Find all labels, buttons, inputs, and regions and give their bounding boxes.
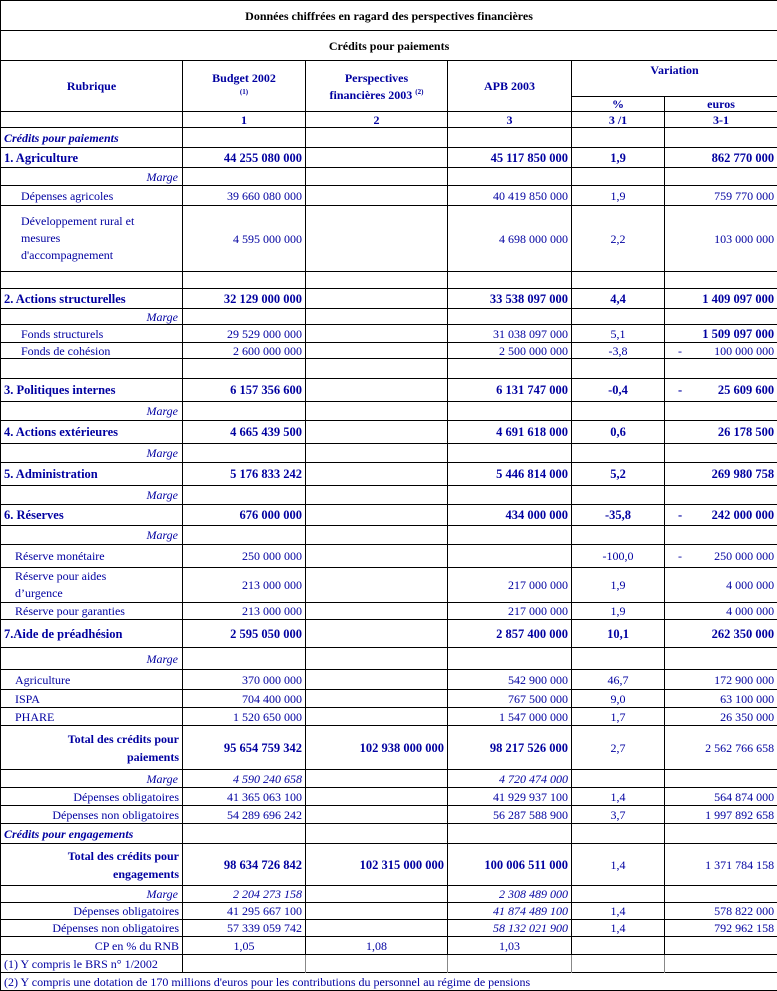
header-budget-label: Budget 2002 [212, 71, 276, 85]
cell-euros: 564 874 000 [665, 788, 777, 806]
cell-euros-value: 100 000 000 [714, 344, 774, 358]
cell-perspectives: 1,08 [306, 937, 448, 955]
cell-budget: 4 595 000 000 [183, 206, 306, 272]
row-label: Agriculture [1, 670, 183, 690]
cell-pct: 5,2 [572, 463, 665, 486]
cell-euros: 1 371 784 158 [665, 844, 777, 886]
section-credits-paiements: Crédits pour paiements [1, 128, 183, 148]
cell-budget: 4 665 439 500 [183, 421, 306, 444]
marge-label: Marge [1, 486, 183, 505]
cell-euros: 792 962 158 [665, 920, 777, 937]
row-label: Réserve pour garanties [1, 603, 183, 620]
cell-apb: 100 006 511 000 [448, 844, 572, 886]
cell-pct: 5,1 [572, 325, 665, 343]
table-row [1, 690, 777, 708]
row-label-line1: Développement rural et [21, 214, 134, 228]
table-row [1, 937, 777, 955]
header-persp-footnote: (2) [415, 88, 423, 96]
row-label: Fonds structurels [1, 325, 183, 343]
row-label: Dépenses non obligatoires [1, 920, 183, 937]
row-label: PHARE [1, 708, 183, 726]
cell-euros [665, 379, 777, 402]
row-label: CP en % du RNB [1, 937, 183, 955]
row-label [1, 726, 183, 770]
minus-sign: - [668, 508, 682, 522]
cell-apb: 33 538 097 000 [448, 289, 572, 309]
cell-apb: 5 446 814 000 [448, 463, 572, 486]
row-label: Fonds de cohésion [1, 343, 183, 359]
row-label-line2: d’urgence [15, 586, 63, 600]
cell-apb: 542 900 000 [448, 670, 572, 690]
cell-apb: 2 857 400 000 [448, 620, 572, 648]
cell-budget: 213 000 000 [183, 568, 306, 603]
cell-euros: 1 409 097 000 [665, 289, 777, 309]
cell-pct: 4,4 [572, 289, 665, 309]
table-row [1, 379, 777, 402]
cell-apb: 4 698 000 000 [448, 206, 572, 272]
cell-apb: 56 287 588 900 [448, 806, 572, 824]
cell-apb: 98 217 526 000 [448, 726, 572, 770]
cell-pct: 10,1 [572, 620, 665, 648]
table-row [1, 463, 777, 486]
cell-euros: 862 770 000 [665, 148, 777, 168]
minus-sign: - [668, 549, 682, 563]
table-row [1, 770, 777, 788]
table-row [1, 903, 777, 920]
page-title: Données chiffrées en ragard des perspectives financières [1, 1, 777, 31]
table-row [1, 708, 777, 726]
cell-pct: 0,6 [572, 421, 665, 444]
marge-label: Marge [1, 770, 183, 788]
table-row [1, 788, 777, 806]
table-row [1, 289, 777, 309]
row-label: 4. Actions extérieures [1, 421, 183, 444]
row-label-line1: Réserve pour aides [15, 569, 106, 583]
cell-euros: 103 000 000 [665, 206, 777, 272]
cell-pct: 46,7 [572, 670, 665, 690]
row-label [1, 844, 183, 886]
cell-apb: 31 038 097 000 [448, 325, 572, 343]
header-perspectives [306, 61, 448, 112]
cell-budget: 213 000 000 [183, 603, 306, 620]
cell-budget: 2 595 050 000 [183, 620, 306, 648]
row-label-line2: paiements [127, 750, 179, 764]
cell-pct: 1,4 [572, 920, 665, 937]
cell-budget: 1 520 650 000 [183, 708, 306, 726]
header-variation: Variation [572, 61, 777, 97]
row-label: 1. Agriculture [1, 148, 183, 168]
row-label: 2. Actions structurelles [1, 289, 183, 309]
header-rubrique: Rubrique [1, 61, 183, 112]
header-col-2: 2 [306, 112, 448, 128]
table-row [1, 670, 777, 690]
table-row [1, 206, 777, 272]
cell-budget: 5 176 833 242 [183, 463, 306, 486]
cell-budget: 676 000 000 [183, 505, 306, 526]
cell-euros-value: 250 000 000 [714, 549, 774, 563]
cell-budget: 98 634 726 842 [183, 844, 306, 886]
cell-euros [665, 343, 777, 359]
cell-euros-value: 25 609 600 [718, 383, 774, 397]
table-row [1, 325, 777, 343]
row-label: Dépenses obligatoires [1, 903, 183, 920]
cell-euros: 26 350 000 [665, 708, 777, 726]
row-label: Dépenses agricoles [1, 186, 183, 206]
row-label-line1: Total des crédits pour [68, 732, 179, 746]
cell-pct: 1,7 [572, 708, 665, 726]
page-subtitle: Crédits pour paiements [1, 31, 777, 61]
marge-label: Marge [1, 886, 183, 903]
cell-apb: 1 547 000 000 [448, 708, 572, 726]
cell-apb: 2 500 000 000 [448, 343, 572, 359]
cell-euros: 1 997 892 658 [665, 806, 777, 824]
cell-budget: 41 365 063 100 [183, 788, 306, 806]
cell-apb: 217 000 000 [448, 603, 572, 620]
cell-budget: 2 204 273 158 [183, 886, 306, 903]
header-persp-line2: financières 2003 [330, 88, 413, 102]
cell-perspectives: 102 938 000 000 [306, 726, 448, 770]
row-label-line1: Total des crédits pour [68, 849, 179, 863]
cell-perspectives: 102 315 000 000 [306, 844, 448, 886]
cell-euros: 63 100 000 [665, 690, 777, 708]
header-col-1: 1 [183, 112, 306, 128]
table-row [1, 148, 777, 168]
cell-budget: 54 289 696 242 [183, 806, 306, 824]
table-row [1, 620, 777, 648]
header-persp-line1: Perspectives [345, 71, 408, 85]
cell-budget: 370 000 000 [183, 670, 306, 690]
cell-euros: 4 000 000 [665, 568, 777, 603]
header-col-3-1-ratio: 3 /1 [572, 112, 665, 128]
footnote-1: (1) Y compris le BRS n° 1/2002 [1, 955, 183, 973]
cell-budget: 95 654 759 342 [183, 726, 306, 770]
header-col-3-minus-1: 3-1 [665, 112, 777, 128]
cell-pct: 1,4 [572, 788, 665, 806]
row-label-line2: engagements [113, 867, 179, 881]
cell-apb: 41 874 489 100 [448, 903, 572, 920]
row-label: Dépenses obligatoires [1, 788, 183, 806]
row-label: Réserve monétaire [1, 545, 183, 568]
table-row [1, 920, 777, 937]
cell-budget: 39 660 080 000 [183, 186, 306, 206]
table-row [1, 545, 777, 568]
cell-euros: 1 509 097 000 [665, 325, 777, 343]
cell-euros: 2 562 766 658 [665, 726, 777, 770]
table-row [1, 186, 777, 206]
cell-euros: 759 770 000 [665, 186, 777, 206]
cell-apb: 58 132 021 900 [448, 920, 572, 937]
cell-apb: 4 691 618 000 [448, 421, 572, 444]
cell-pct: 1,9 [572, 186, 665, 206]
cell-apb: 4 720 474 000 [448, 770, 572, 788]
cell-euros: 4 000 000 [665, 603, 777, 620]
cell-pct: -100,0 [572, 545, 665, 568]
cell-apb: 434 000 000 [448, 505, 572, 526]
row-label: ISPA [1, 690, 183, 708]
row-label: 6. Réserves [1, 505, 183, 526]
table-row-total [1, 844, 777, 886]
table-row [1, 505, 777, 526]
row-label [1, 568, 183, 603]
row-label: Dépenses non obligatoires [1, 806, 183, 824]
footnote-2: (2) Y compris une dotation de 170 millions d'euros pour les contributions du personnel au régime de pensions [1, 973, 777, 991]
header-budget-footnote: (1) [240, 88, 248, 96]
cell-budget: 4 590 240 658 [183, 770, 306, 788]
cell-apb: 1,03 [448, 937, 572, 955]
marge-label: Marge [1, 526, 183, 545]
row-label: 5. Administration [1, 463, 183, 486]
cell-pct: 1,9 [572, 568, 665, 603]
table-row [1, 603, 777, 620]
row-label [1, 206, 183, 272]
cell-euros [665, 545, 777, 568]
table-row [1, 806, 777, 824]
cell-budget: 44 255 080 000 [183, 148, 306, 168]
table-row [1, 568, 777, 603]
table-row-total [1, 726, 777, 770]
cell-apb: 6 131 747 000 [448, 379, 572, 402]
cell-budget: 6 157 356 600 [183, 379, 306, 402]
cell-pct: 9,0 [572, 690, 665, 708]
cell-pct: 1,9 [572, 148, 665, 168]
cell-apb: 217 000 000 [448, 568, 572, 603]
section-credits-engagements: Crédits pour engagements [1, 824, 183, 844]
cell-budget: 704 400 000 [183, 690, 306, 708]
cell-euros-value: 242 000 000 [712, 508, 775, 522]
cell-euros: 269 980 758 [665, 463, 777, 486]
table-row [1, 886, 777, 903]
marge-label: Marge [1, 168, 183, 186]
cell-euros: 26 178 500 [665, 421, 777, 444]
table-row [1, 343, 777, 359]
marge-label: Marge [1, 444, 183, 463]
row-label-line3: d'accompagnement [21, 248, 113, 262]
cell-euros: 578 822 000 [665, 903, 777, 920]
cell-budget: 29 529 000 000 [183, 325, 306, 343]
header-euros: euros [665, 97, 777, 112]
cell-budget: 2 600 000 000 [183, 343, 306, 359]
cell-pct: 1,4 [572, 844, 665, 886]
table-row [1, 421, 777, 444]
cell-apb: 2 308 489 000 [448, 886, 572, 903]
cell-euros: 262 350 000 [665, 620, 777, 648]
cell-pct: -35,8 [572, 505, 665, 526]
cell-apb: 767 500 000 [448, 690, 572, 708]
cell-pct: 3,7 [572, 806, 665, 824]
minus-sign: - [668, 344, 682, 358]
cell-budget: 250 000 000 [183, 545, 306, 568]
row-label: 7.Aide de préadhésion [1, 620, 183, 648]
cell-budget: 32 129 000 000 [183, 289, 306, 309]
cell-apb: 45 117 850 000 [448, 148, 572, 168]
cell-pct: 1,9 [572, 603, 665, 620]
cell-euros [665, 505, 777, 526]
cell-pct: 2,7 [572, 726, 665, 770]
minus-sign: - [668, 383, 682, 397]
cell-budget: 57 339 059 742 [183, 920, 306, 937]
marge-label: Marge [1, 648, 183, 670]
header-apb: APB 2003 [448, 61, 572, 112]
header-col-3: 3 [448, 112, 572, 128]
cell-pct: -3,8 [572, 343, 665, 359]
cell-pct: -0,4 [572, 379, 665, 402]
cell-euros: 172 900 000 [665, 670, 777, 690]
row-label: 3. Politiques internes [1, 379, 183, 402]
header-budget [183, 61, 306, 112]
cell-apb: 40 419 850 000 [448, 186, 572, 206]
cell-budget: 41 295 667 100 [183, 903, 306, 920]
cell-budget: 1,05 [183, 937, 306, 955]
row-label-line2: mesures [21, 231, 60, 245]
cell-pct: 2,2 [572, 206, 665, 272]
cell-pct: 1,4 [572, 903, 665, 920]
marge-label: Marge [1, 402, 183, 421]
cell-apb: 41 929 937 100 [448, 788, 572, 806]
marge-label: Marge [1, 309, 183, 325]
header-pct: % [572, 97, 665, 112]
